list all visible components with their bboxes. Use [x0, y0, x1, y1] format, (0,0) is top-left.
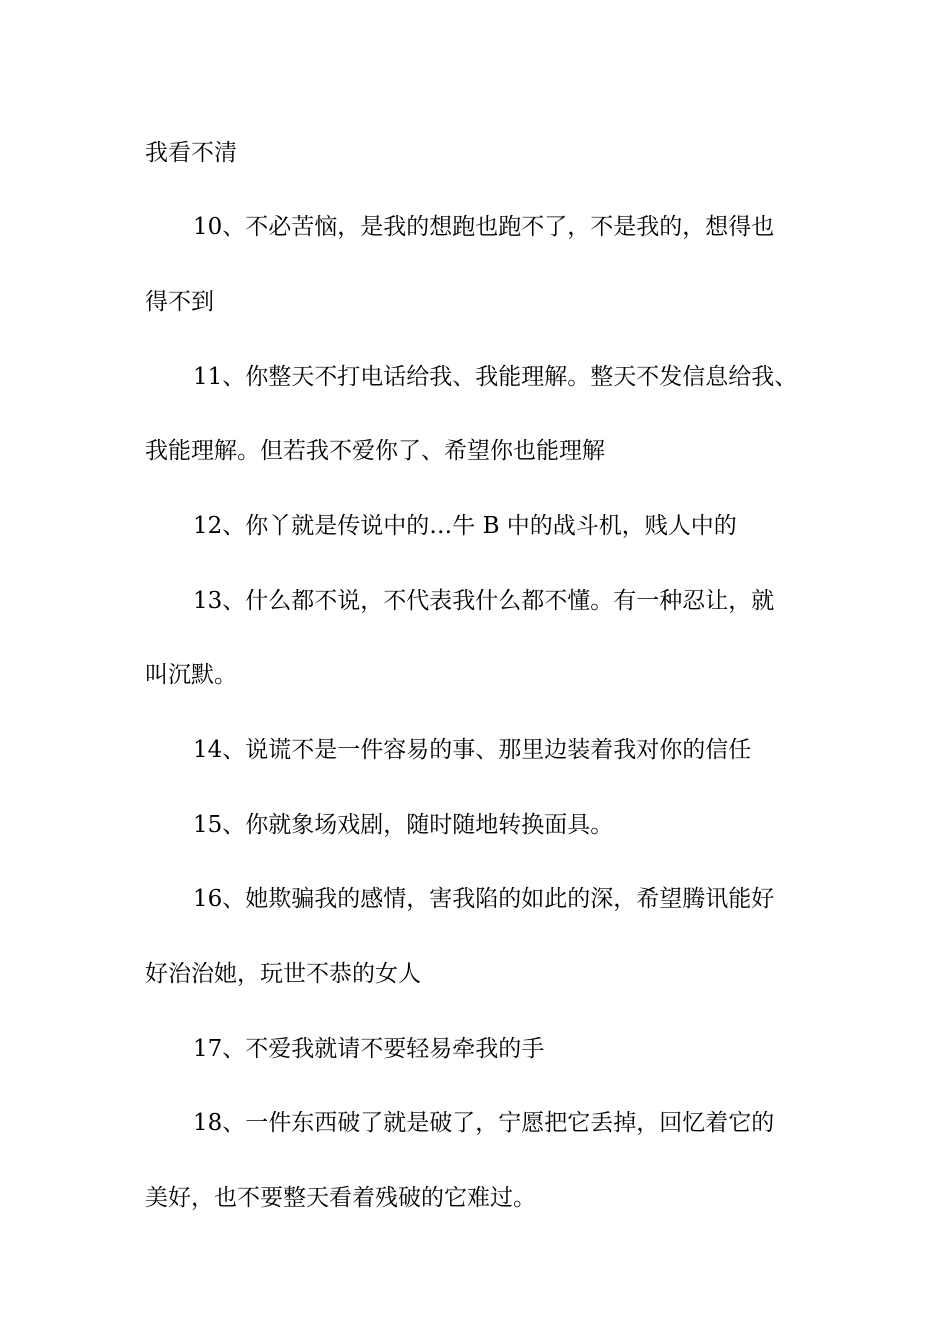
text-line: 我能理解。但若我不爱你了、希望你也能理解 — [145, 438, 605, 464]
text-line: 12、你丫就是传说中的…牛 B 中的战斗机，贱人中的 — [193, 513, 737, 539]
text-line: 18、一件东西破了就是破了，宁愿把它丢掉，回忆着它的 — [193, 1110, 775, 1136]
text-line: 好治治她，玩世不恭的女人 — [145, 961, 421, 987]
text-line: 14、说谎不是一件容易的事、那里边装着我对你的信任 — [193, 737, 752, 763]
text-line: 11、你整天不打电话给我、我能理解。整天不发信息给我、 — [193, 364, 798, 390]
text-line: 我看不清 — [145, 140, 237, 166]
text-line: 17、不爱我就请不要轻易牵我的手 — [193, 1036, 545, 1062]
text-line: 13、什么都不说，不代表我什么都不懂。有一种忍让，就 — [193, 588, 775, 614]
text-line: 美好，也不要整天看着残破的它难过。 — [145, 1185, 536, 1211]
text-line: 10、不必苦恼，是我的想跑也跑不了，不是我的，想得也 — [193, 214, 775, 240]
text-line: 叫沉默。 — [145, 662, 237, 688]
text-line: 16、她欺骗我的感情，害我陷的如此的深，希望腾讯能好 — [193, 886, 775, 912]
text-line: 15、你就象场戏剧，随时随地转换面具。 — [193, 812, 614, 838]
text-line: 得不到 — [145, 289, 214, 315]
